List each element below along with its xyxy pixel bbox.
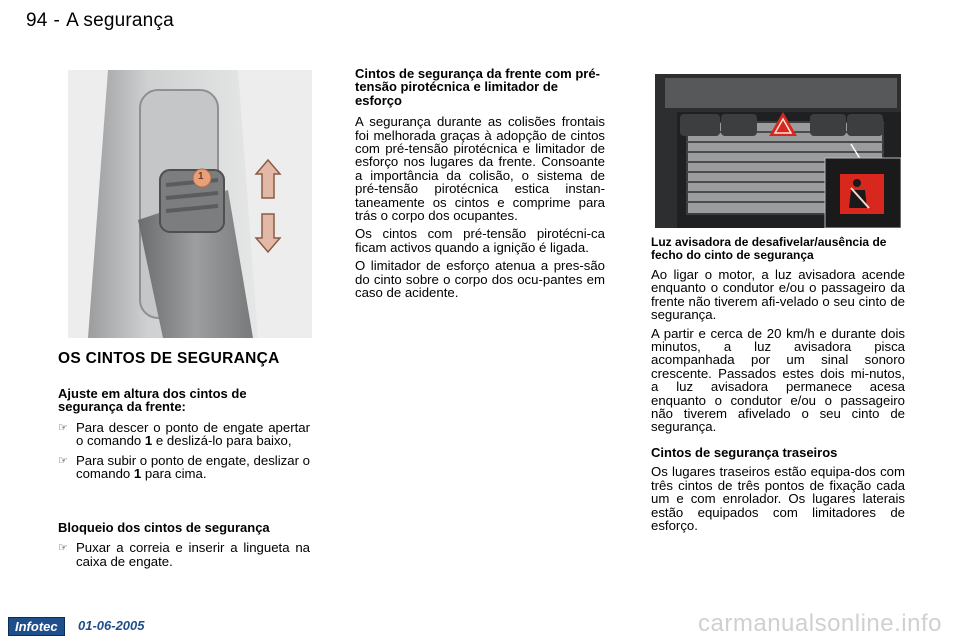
pointing-hand-icon: ☞ — [58, 541, 68, 555]
page-header — [26, 10, 180, 32]
seatbelts-section — [58, 352, 310, 365]
adjuster-callout-label: 1 — [198, 171, 204, 182]
header-separator: - — [53, 10, 61, 31]
warning-light-block — [651, 236, 905, 537]
pretensioner-block — [355, 67, 605, 305]
photo-caption: Luz avisadora de desafivelar/ausência de fecho do cinto de segurança — [651, 235, 887, 262]
pointing-hand-icon: ☞ — [58, 420, 68, 434]
paragraph: A segurança durante as colisões frontais foi melhorada graças à adopção de cintos com pré-tensão pirotécnica e limitador de esforço nos lugares da frente. Consoante a importância da colisão, o sistema de pré-tensão pirotécnica estica instan-taneamente os cintos e comprime para trás o corpo dos ocupantes. — [355, 114, 605, 224]
paragraph: Os cintos com pré-tensão pirotécni-ca ficam activos quando a ignição é ligada. — [355, 226, 605, 255]
page-title: A segurança — [66, 10, 174, 31]
section-title: OS CINTOS DE SEGURANÇA — [58, 350, 280, 367]
seatbelt-height-adjuster-photo — [68, 70, 312, 338]
list-item: ☞ Puxar a correia e inserir a lingueta na caixa de engate. — [58, 540, 310, 569]
locking-heading: Bloqueio dos cintos de segurança — [58, 520, 270, 535]
height-adjustment-block — [58, 387, 310, 486]
edition-date: 01-06-2005 — [78, 618, 145, 633]
list-item: ☞ Para subir o ponto de engate, deslizar o comando 1 para cima. — [58, 452, 310, 482]
watermark: carmanualsonline.info — [698, 610, 942, 637]
pretensioner-heading: Cintos de segurança da frente com pré-tensão pirotécnica e limitador de esforço — [355, 66, 600, 108]
dashboard-warning-light-photo — [655, 74, 901, 228]
pointing-hand-icon: ☞ — [58, 453, 68, 467]
list-item: ☞ Para descer o ponto de engate apertar o comando 1 e deslizá-lo para baixo, — [58, 419, 310, 449]
infotec-badge: Infotec — [8, 617, 65, 636]
page-number: 94 — [26, 10, 48, 31]
seatbelt-warning-icon — [840, 174, 884, 214]
paragraph: O limitador de esforço atenua a pres-são do cinto sobre o corpo dos ocu-pantes em caso de acidente. — [355, 258, 605, 301]
paragraph: A partir e cerca de 20 km/h e durante dois minutos, a luz avisadora pisca acompanhada por um sinal sonoro crescente. Passados estes dois mi-nutos, a luz avisadora permanece acesa enquanto o condutor e/ou o passageiro não tiverem afivelado o seu cinto de segurança. — [651, 325, 905, 435]
height-adjustment-heading: Ajuste em altura dos cintos de segurança da frente: — [58, 386, 247, 415]
control-number: 1 — [144, 433, 153, 449]
paragraph: Ao ligar o motor, a luz avisadora acende enquanto o condutor e/ou o passageiro da frente não tiverem afi-velado o seu cinto de segurança. — [651, 267, 905, 323]
paragraph: Os lugares traseiros estão equipa-dos com três cintos de três pontos de fixação cada um e com enrolador. Os lugares laterais estão equipados com limitadores de esforço. — [651, 464, 905, 533]
rear-seatbelts-heading: Cintos de segurança traseiros — [651, 444, 838, 460]
control-number: 1 — [133, 466, 142, 482]
locking-block — [58, 521, 310, 574]
